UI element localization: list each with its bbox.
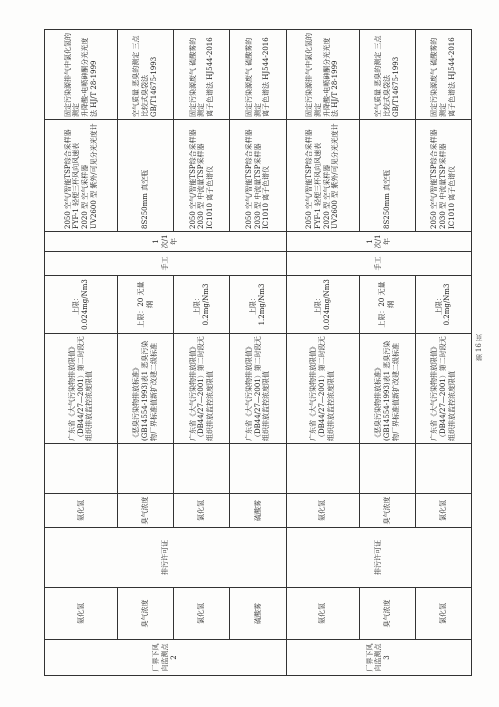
sampler-cell: 2050 空气/智能TSP综合采样器 FYF-1 轻便三杯风向风速表 2020 型 空气采样器 UV2600 型 紫外/可见分光光度计 <box>45 120 118 232</box>
type-cell: 排污许可证 <box>45 528 287 588</box>
method-cell: 空气质量 恶臭的测定 三点比较式臭袋法 GB/T14675-1993 <box>118 30 174 120</box>
monitoring-table <box>44 29 472 676</box>
sampler-cell: 2050 空气/智能TSP综合采样器 2030 型 中流量TSP采样器 IC1010 离子色谱仪 <box>415 120 471 232</box>
pollutant-cell: 氨化氢 <box>45 588 118 640</box>
standard-cell: 《恶臭污染物排放标准》(GB14554-1993)表1 恶臭污染物厂界标准值新扩改建二级标准 <box>359 334 415 444</box>
sampler-cell: 8S250mm 真空瓶 <box>118 120 174 232</box>
limit-cell: 上限：20 无量纲 <box>118 276 174 334</box>
frequency-cell: 1次/1年 <box>45 232 287 252</box>
point-cell: 厂界下风向监测点2 <box>45 640 287 676</box>
blank-cell <box>415 444 471 494</box>
pollutant-cell: 臭气浓度 <box>118 494 174 528</box>
blank-cell <box>118 444 174 494</box>
standard-cell: 广东省《大气污染物排放限值》（DB44/27—2001）第二时段无组织排放监控浓度限值 <box>286 334 359 444</box>
pollutant-cell: 硫酸雾 <box>230 494 286 528</box>
standard-cell: 广东省《大气污染物排放限值》（DB44/27—2001）第二时段无组织排放监控浓度限值 <box>230 334 286 444</box>
sampler-cell: 2050 空气/智能TSP综合采样器 2030 型 中流量TSP采样器 IC1010 离子色谱仪 <box>174 120 230 232</box>
method-cell: 固定污染源排气中氯化氢的测定 升降酸-电喷砷酮分光光度法 HJ/T 28-1999 <box>286 30 359 120</box>
mode-cell: 手工 <box>45 252 287 276</box>
limit-cell: 上限：0.024mg/Nm3 <box>45 276 118 334</box>
rotated-table-container <box>44 30 472 676</box>
table-row <box>45 30 118 676</box>
blank-cell <box>359 444 415 494</box>
page-number: 第 16 页 <box>475 334 483 362</box>
blank-cell <box>286 444 359 494</box>
method-cell: 固定污染源废气 硫酸雾的测定 离子色谱法 HJ544-2016 <box>174 30 230 120</box>
standard-cell: 广东省《大气污染物排放限值》（DB44/27—2001）第二时段无组织排放监控浓度限值 <box>415 334 471 444</box>
limit-cell: 上限：1.2mg/Nm3 <box>230 276 286 334</box>
limit-cell: 上限：0.2mg/Nm3 <box>415 276 471 334</box>
method-cell: 固定污染源排气中氯化氢的测定 升降酸-电喷砷酮分光光度法 HJ/T 28-1999 <box>45 30 118 120</box>
sampler-cell: 2050 空气/智能TSP综合采样器 2030 型 中流量TSP采样器 IC1010 离子色谱仪 <box>230 120 286 232</box>
mode-cell: 手工 <box>286 252 471 276</box>
pollutant-cell: 氯化氢 <box>174 588 230 640</box>
pollutant-cell: 氯化氢 <box>174 494 230 528</box>
pollutant-cell: 氨化氢 <box>286 588 359 640</box>
pollutant-cell: 氨化氢 <box>286 494 359 528</box>
pollutant-cell: 氯化氢 <box>415 588 471 640</box>
limit-cell: 上限：0.2mg/Nm3 <box>174 276 230 334</box>
blank-cell <box>230 444 286 494</box>
pollutant-cell: 氯化氢 <box>415 494 471 528</box>
pollutant-cell: 氨化氢 <box>45 494 118 528</box>
method-cell: 固定污染源废气 硫酸雾的测定 离子色谱法 HJ544-2016 <box>415 30 471 120</box>
frequency-cell: 1次/1年 <box>286 232 471 252</box>
method-cell: 固定污染源废气 硫酸雾的测定 离子色谱法 HJ544-2016 <box>230 30 286 120</box>
sampler-cell: 8S250mm 真空瓶 <box>359 120 415 232</box>
blank-cell <box>174 444 230 494</box>
standard-cell: 《恶臭污染物排放标准》(GB14554-1993)表1 恶臭污染物厂界标准值新扩改建二级标准 <box>118 334 174 444</box>
limit-cell: 上限：0.024mg/Nm3 <box>286 276 359 334</box>
method-cell: 空气质量 恶臭的测定 三点比较式臭袋法 GB/T14675-1993 <box>359 30 415 120</box>
pollutant-cell: 臭气浓度 <box>359 588 415 640</box>
pollutant-cell: 臭气浓度 <box>359 494 415 528</box>
type-cell: 排污许可证 <box>286 528 471 588</box>
table-row <box>286 30 359 676</box>
pollutant-cell: 硫酸雾 <box>230 588 286 640</box>
limit-cell: 上限：20 无量纲 <box>359 276 415 334</box>
point-cell: 厂界下风向监测点3 <box>286 640 471 676</box>
standard-cell: 广东省《大气污染物排放限值》（DB44/27—2001）第二时段无组织排放监控浓度限值 <box>174 334 230 444</box>
standard-cell: 广东省《大气污染物排放限值》（DB44/27—2001）第二时段无组织排放监控浓度限值 <box>45 334 118 444</box>
sampler-cell: 2050 空气/智能TSP综合采样器 FYF-1 轻便三杯风向风速表 2020 型 空气采样器 UV2600 型 紫外/可见分光光度计 <box>286 120 359 232</box>
blank-cell <box>45 444 118 494</box>
pollutant-cell: 臭气浓度 <box>118 588 174 640</box>
